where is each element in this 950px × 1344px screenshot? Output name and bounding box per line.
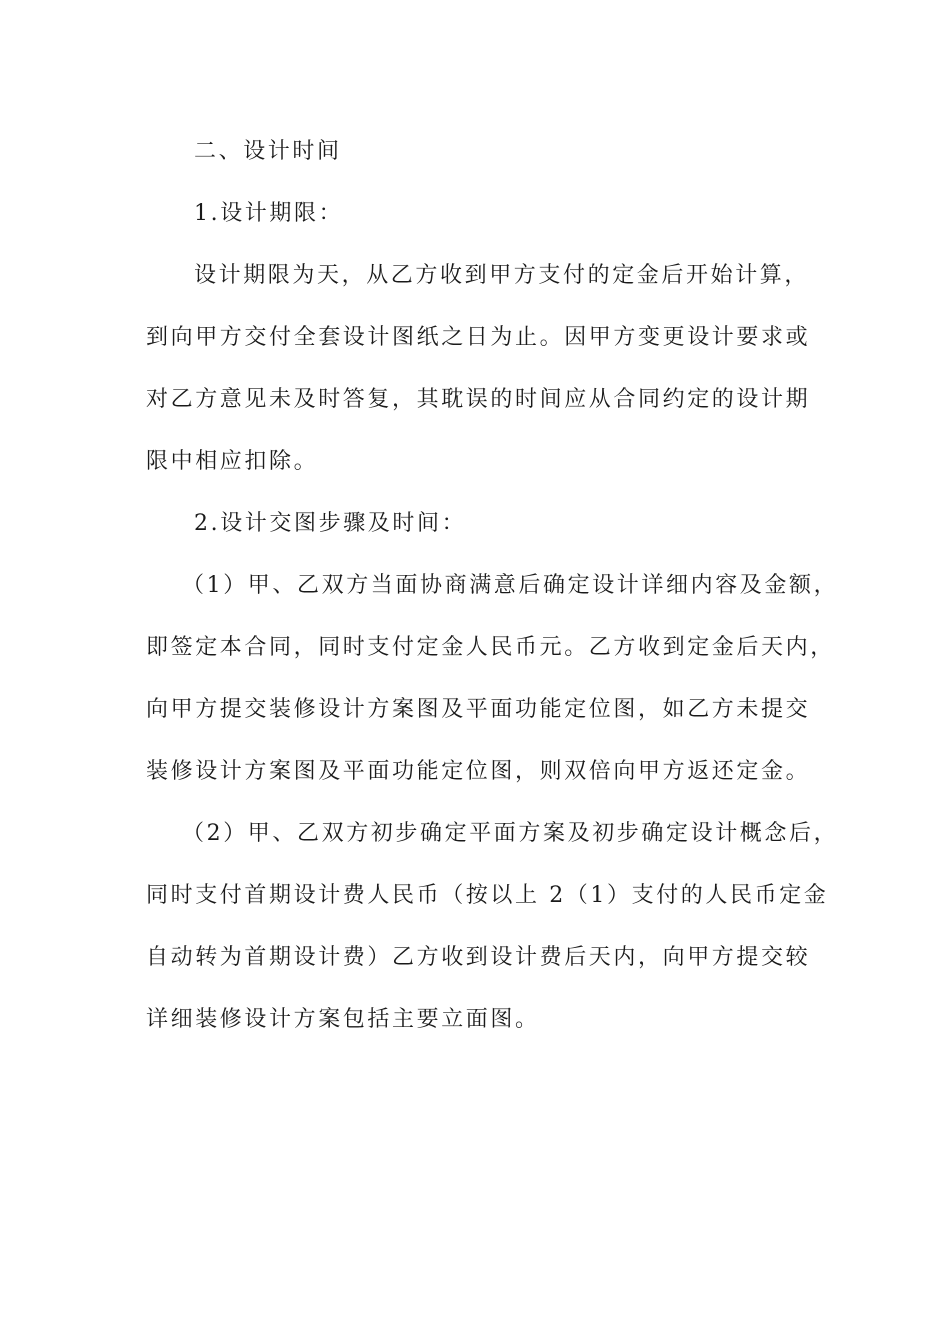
subsection-heading: 2.设计交图步骤及时间： xyxy=(194,511,467,536)
paragraph-line: （2）甲、乙双方初步确定平面方案及初步确定设计概念后， xyxy=(182,821,839,846)
paragraph-line: 向甲方提交装修设计方案图及平面功能定位图，如乙方未提交 xyxy=(146,697,811,722)
section-heading: 二、设计时间 xyxy=(194,139,342,164)
paragraph-line: 到向甲方交付全套设计图纸之日为止。因甲方变更设计要求或 xyxy=(146,325,811,350)
paragraph-line: 对乙方意见未及时答复，其耽误的时间应从合同约定的设计期 xyxy=(146,387,811,412)
subsection-heading: 1.设计期限： xyxy=(194,201,344,226)
paragraph-line: 详细装修设计方案包括主要立面图。 xyxy=(146,1007,540,1032)
paragraph-line: 限中相应扣除。 xyxy=(146,449,319,474)
paragraph-line: 即签定本合同，同时支付定金人民币元。乙方收到定金后天内， xyxy=(146,635,835,660)
paragraph-line: 装修设计方案图及平面功能定位图，则双倍向甲方返还定金。 xyxy=(146,759,811,784)
paragraph-line: （1）甲、乙双方当面协商满意后确定设计详细内容及金额， xyxy=(182,573,839,598)
paragraph-line: 设计期限为天，从乙方收到甲方支付的定金后开始计算， xyxy=(194,263,810,288)
paragraph-line: 自动转为首期设计费）乙方收到设计费后天内，向甲方提交较 xyxy=(146,945,811,970)
paragraph-line: 同时支付首期设计费人民币（按以上 2（1）支付的人民币定金 xyxy=(146,883,829,908)
document-body xyxy=(146,128,839,1058)
